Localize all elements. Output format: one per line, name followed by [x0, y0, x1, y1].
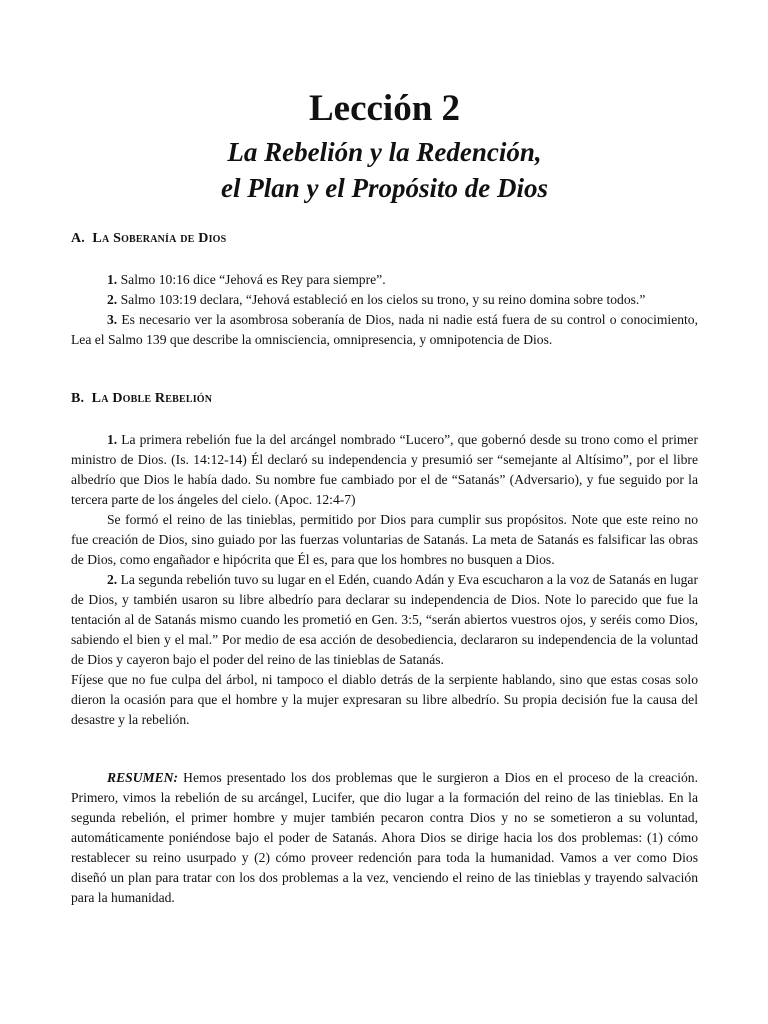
item-text: Es necesario ver la asombrosa soberanía de Dios, nada ni nadie está fuera de su control o conocimiento, Lea el Salmo 139 que describe la omnisciencia, omnipresencia, y omnipotencia de Dios. [71, 312, 698, 347]
paragraph-text: La primera rebelión fue la del arcángel nombrado “Lucero”, que gobernó desde su trono como el primer ministro de Dios. (Is. 14:12-14) Él declaró su independencia y presumió ser “semejante al Altísimo”, por el libre albedrío que Dios le había dado. Su nombre fue cambiado por el de “Satanás” (Adversario), y fue seguido por la tercera parte de los ángeles del cielo. (Apoc. 12:4-7) [71, 432, 698, 507]
item-number: 3. [107, 312, 118, 327]
summary-paragraph [71, 768, 698, 908]
item-number: 2. [107, 572, 118, 587]
section-b-letter: B. [71, 391, 85, 406]
paragraph-text: La segunda rebelión tuvo su lugar en el Edén, cuando Adán y Eva escucharon a la voz de Satanás en lugar de Dios, y también usaron su libre albedrío para declarar su independencia de Dios. Note lo parecido que fue la tentación al de Satanás mismo cuando les prometió en Gen. 3:5, “serán abiertos vuestros ojos, y seréis como Dios, sabiendo el bien y el mal.” Por medio de esa acción de desobediencia, declararon su independencia de la voluntad de Dios y cayeron bajo el poder del reino de las tinieblas de Satanás. [71, 572, 698, 667]
section-b-body [71, 430, 698, 730]
item-text: Salmo 10:16 dice “Jehová es Rey para siempre”. [117, 272, 386, 287]
lesson-title: Lección 2 [308, 88, 461, 129]
section-a-item-1 [71, 270, 698, 290]
section-a-letter: A. [71, 231, 86, 246]
summary-block [71, 768, 698, 908]
section-b-paragraph-3 [71, 570, 698, 670]
summary-text: Hemos presentado los dos problemas que le surgieron a Dios en el proceso de la creación. Primero, vimos la rebelión de su arcángel, Lucifer, que dio lugar a la formación del reino de las tinieblas. En la segunda rebelión, el primer hombre y mujer también pecaron contra Dios y no se sometieron a su voluntad, automáticamente poniéndose bajo el poder de Satanás. Ahora Dios se dirige hacia los dos problemas: (1) cómo restablecer su reino usurpado y (2) cómo proveer redención para toda la humanidad. Vamos a ver como Dios diseñó un plan para tratar con los dos problemas a la vez, venciendo el reino de las tinieblas y trayendo salvación para la humanidad. [71, 770, 698, 905]
summary-label: RESUMEN: [107, 770, 179, 785]
lesson-subtitle-line-2: el Plan y el Propósito de Dios [221, 173, 548, 203]
section-b-paragraph-2: Se formó el reino de las tinieblas, permitido por Dios para cumplir sus propósitos. Note que este reino no fue creación de Dios, sino guiado por las fuerzas voluntarias de Satanás. La meta de Satanás es falsificar las obras de Dios, como engañador e hipócrita que Él es, para que los hombres no busquen a Dios. [71, 512, 698, 567]
lesson-subtitle-line-1: La Rebelión y la Redención, [227, 137, 542, 167]
section-a-heading [71, 230, 698, 248]
section-a-item-2 [71, 290, 698, 310]
section-a-body [71, 270, 698, 350]
section-b-heading [71, 390, 698, 408]
section-b-paragraph-1 [71, 430, 698, 510]
item-number: 2. [107, 292, 118, 307]
item-number: 1. [107, 272, 118, 287]
section-b-paragraph-4: Fíjese que no fue culpa del árbol, ni tampoco el diablo detrás de la serpiente hablando, sino que estas cosas solo dieron la ocasión para que el hombre y la mujer expresaran su libre albedrío. Su propia decisión fue la causa del desastre y la rebelión. [71, 672, 698, 727]
item-text: Salmo 103:19 declara, “Jehová estableció en los cielos su trono, y su reino domina sobre todos.” [117, 292, 646, 307]
section-a-item-3 [71, 310, 698, 350]
item-number: 1. [107, 432, 118, 447]
section-b-title: La Doble Rebelión [91, 391, 213, 406]
section-a-title: La Soberanía de Dios [92, 231, 227, 246]
